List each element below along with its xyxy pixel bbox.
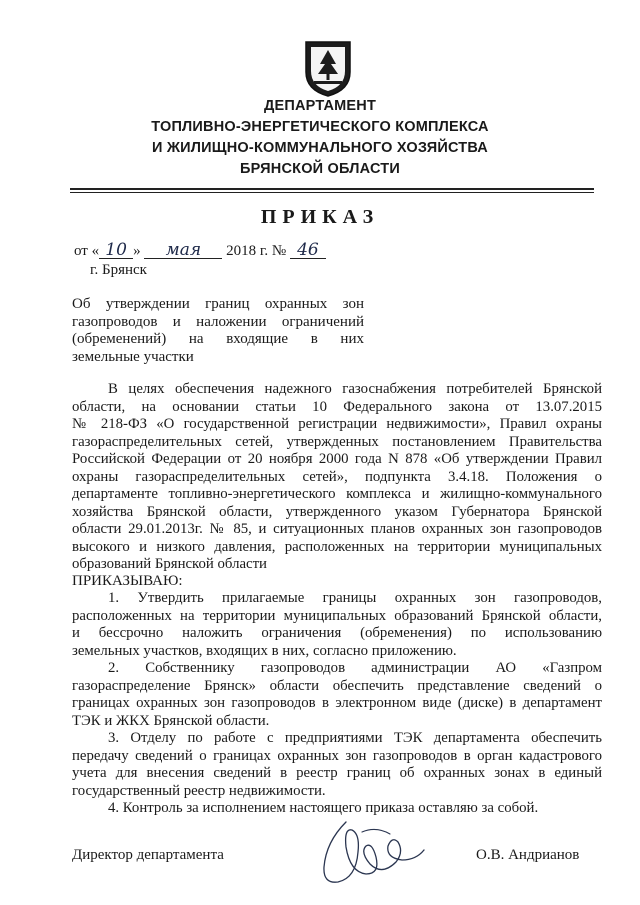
order-item-2 [72, 660, 602, 730]
item-line: 1. Утвердить прилагаемые границы охранных зон газопроводов, [108, 590, 602, 606]
department-line-2: ТОПЛИВНО-ЭНЕРГЕТИЧЕСКОГО КОМПЛЕКСА [151, 119, 489, 135]
date-day: 10 [99, 242, 133, 259]
preamble-line: хозяйства Брянской области, утвержденного указом Губернатора Брянской [72, 503, 602, 520]
item-line: 4. Контроль за исполнением настоящего приказа оставляю за собой. [108, 800, 539, 816]
date-month: мая [144, 242, 222, 259]
preamble-line: № 218-ФЗ «О государственной регистрации недвижимости», Правил охраны [72, 416, 602, 432]
preamble-line: В целях обеспечения надежного газоснабжения потребителей Брянской [108, 381, 602, 397]
header-divider-thin [70, 192, 594, 193]
subject-line: газопроводов и наложении ограничений [72, 313, 364, 330]
date-prefix: от « [74, 243, 100, 259]
date-year: 2018 г. [226, 243, 269, 259]
preamble-line: образований Брянской области [72, 556, 267, 572]
signatory-position: Директор департамента [72, 847, 224, 863]
department-line-3: И ЖИЛИЩНО-КОММУНАЛЬНОГО ХОЗЯЙСТВА [152, 140, 488, 156]
order-item-1 [72, 590, 602, 660]
order-word: ПРИКАЗЫВАЮ: [72, 573, 183, 589]
subject-line: (обременений) на входящие в них [72, 331, 364, 347]
document-title: ПРИКАЗ [260, 206, 380, 228]
item-line: расположенных на территории муниципальных образований Брянской области, [72, 607, 602, 624]
item-line: 2. Собственнику газопроводов администрации АО «Газпром [108, 660, 602, 676]
order-subject [72, 296, 364, 366]
item-line: ТЭК и ЖКХ Брянской области. [72, 712, 270, 729]
subject-line: земельные участки [72, 348, 194, 365]
preamble-line: высокого и низкого давления, расположенных на территории муниципальных [72, 538, 602, 555]
signatory-name: О.В. Андрианов [476, 847, 580, 863]
coat-of-arms-emblem [302, 38, 354, 98]
header-divider-thick [70, 188, 594, 190]
date-mid: » [133, 243, 141, 259]
preamble-paragraph [72, 381, 602, 574]
item-line: земельных участков, входящих в них, согласно приложению. [72, 642, 457, 659]
department-line-4: БРЯНСКОЙ ОБЛАСТИ [240, 161, 400, 177]
city: г. Брянск [90, 262, 147, 278]
item-line: государственный реестр недвижимости. [72, 782, 326, 799]
item-line: границах охранных зон газопроводов в электронном виде (диске) в департамент [72, 695, 602, 711]
preamble-line: Российской Федерации от 20 ноября 2000 года N 878 «Об утверждении Правил [72, 451, 602, 467]
preamble-line: области 29.01.2013г. № 85, и ситуационных планов охранных зон газопроводов [72, 521, 602, 537]
order-item-3 [72, 730, 602, 800]
preamble-line: области, на основании статьи 10 Федерального закона от 13.07.2015 [72, 398, 602, 415]
item-line: учета для внесения сведений в реестр границ об охранных зонах в единый [72, 765, 602, 781]
department-line-1: ДЕПАРТАМЕНТ [263, 98, 377, 114]
preamble-line: газораспределительных сетей, утвержденных постановлением Правительства [72, 433, 602, 450]
item-line: газораспределение Брянск» области обеспечить представление сведений о [72, 677, 602, 694]
item-line: 3. Отделу по работе с предприятиями ТЭК департамента обеспечить [108, 730, 602, 746]
item-line: и бессрочно наложить ограничения (обременения) по использованию [72, 625, 602, 641]
subject-line: Об утверждении границ охранных зон [72, 296, 364, 312]
date-line [74, 242, 326, 260]
preamble-line: департаменте топливно-энергетического комплекса и жилищно-коммунального [72, 486, 602, 502]
order-number-label: № [271, 243, 287, 259]
handwritten-signature [306, 812, 436, 892]
item-line: передачу сведений о границах охранных зон газопроводов в орган кадастрового [72, 747, 602, 764]
preamble-line: охраны газораспределительных сетей», подпункта 3.4.18. Положения о [72, 468, 602, 485]
order-number: 46 [290, 242, 326, 259]
